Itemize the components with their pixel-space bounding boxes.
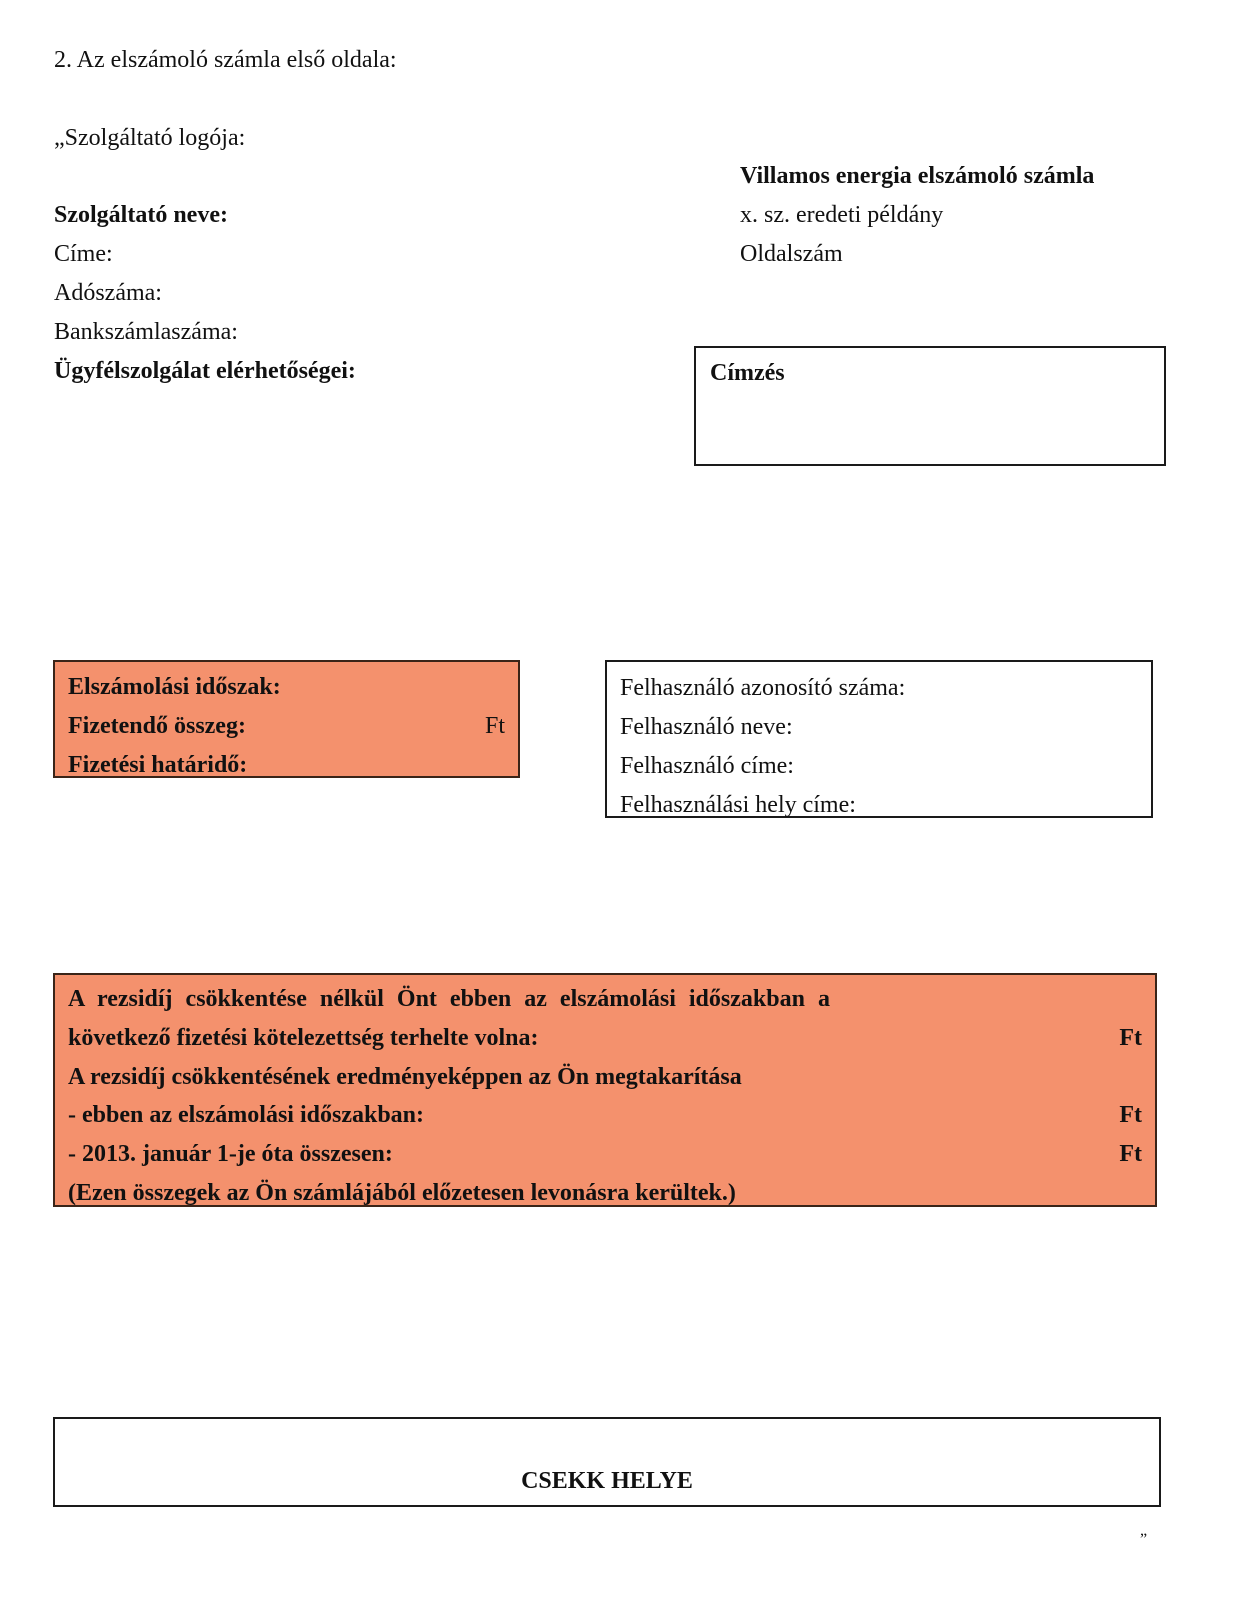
savings-currency-3: Ft — [1119, 1141, 1142, 1167]
provider-bank-label: Bankszámlaszáma: — [54, 319, 238, 345]
check-label: CSEKK HELYE — [521, 1468, 693, 1494]
billing-period-label: Elszámolási időszak: — [68, 674, 281, 700]
section-heading: 2. Az elszámoló számla első oldala: — [54, 47, 397, 73]
invoice-copy: x. sz. eredeti példány — [740, 202, 944, 228]
invoice-page: Oldalszám — [740, 241, 843, 267]
addressee-label: Címzés — [710, 360, 785, 386]
closing-quote: ” — [1140, 1531, 1148, 1548]
provider-tax-label: Adószáma: — [54, 280, 162, 306]
savings-line-1: A rezsidíj csökkentése nélkül Önt ebben az elszámolási időszakban a — [68, 986, 830, 1012]
customer-service-label: Ügyfélszolgálat elérhetőségei: — [54, 358, 356, 384]
amount-due-label: Fizetendő összeg: — [68, 713, 246, 739]
payment-deadline-label: Fizetési határidő: — [68, 752, 248, 778]
check-placeholder-box — [53, 1417, 1161, 1507]
customer-info-box — [605, 660, 1153, 818]
invoice-title: Villamos energia elszámoló számla — [740, 163, 1095, 189]
customer-address-label: Felhasználó címe: — [620, 753, 794, 779]
provider-address-label: Címe: — [54, 241, 113, 267]
savings-line-6: (Ezen összegek az Ön számlájából előzetesen levonásra kerültek.) — [68, 1180, 736, 1206]
savings-box — [53, 973, 1157, 1207]
addressee-box — [694, 346, 1166, 466]
savings-line-2: következő fizetési kötelezettség terhelte volna: — [68, 1025, 539, 1051]
savings-currency-2: Ft — [1119, 1102, 1142, 1128]
savings-line-3: A rezsidíj csökkentésének eredményeképpen az Ön megtakarítása — [68, 1064, 742, 1090]
amount-currency: Ft — [484, 713, 505, 739]
savings-line-4: - ebben az elszámolási időszakban: — [68, 1102, 425, 1128]
logo-label: „Szolgáltató logója: — [54, 125, 246, 151]
provider-name-label: Szolgáltató neve: — [54, 202, 228, 228]
savings-currency-1: Ft — [1119, 1025, 1142, 1051]
savings-line-5: - 2013. január 1-je óta összesen: — [68, 1141, 393, 1167]
consumption-site-label: Felhasználási hely címe: — [620, 792, 856, 818]
billing-summary-box — [53, 660, 520, 778]
customer-id-label: Felhasználó azonosító száma: — [620, 675, 906, 701]
customer-name-label: Felhasználó neve: — [620, 714, 793, 740]
